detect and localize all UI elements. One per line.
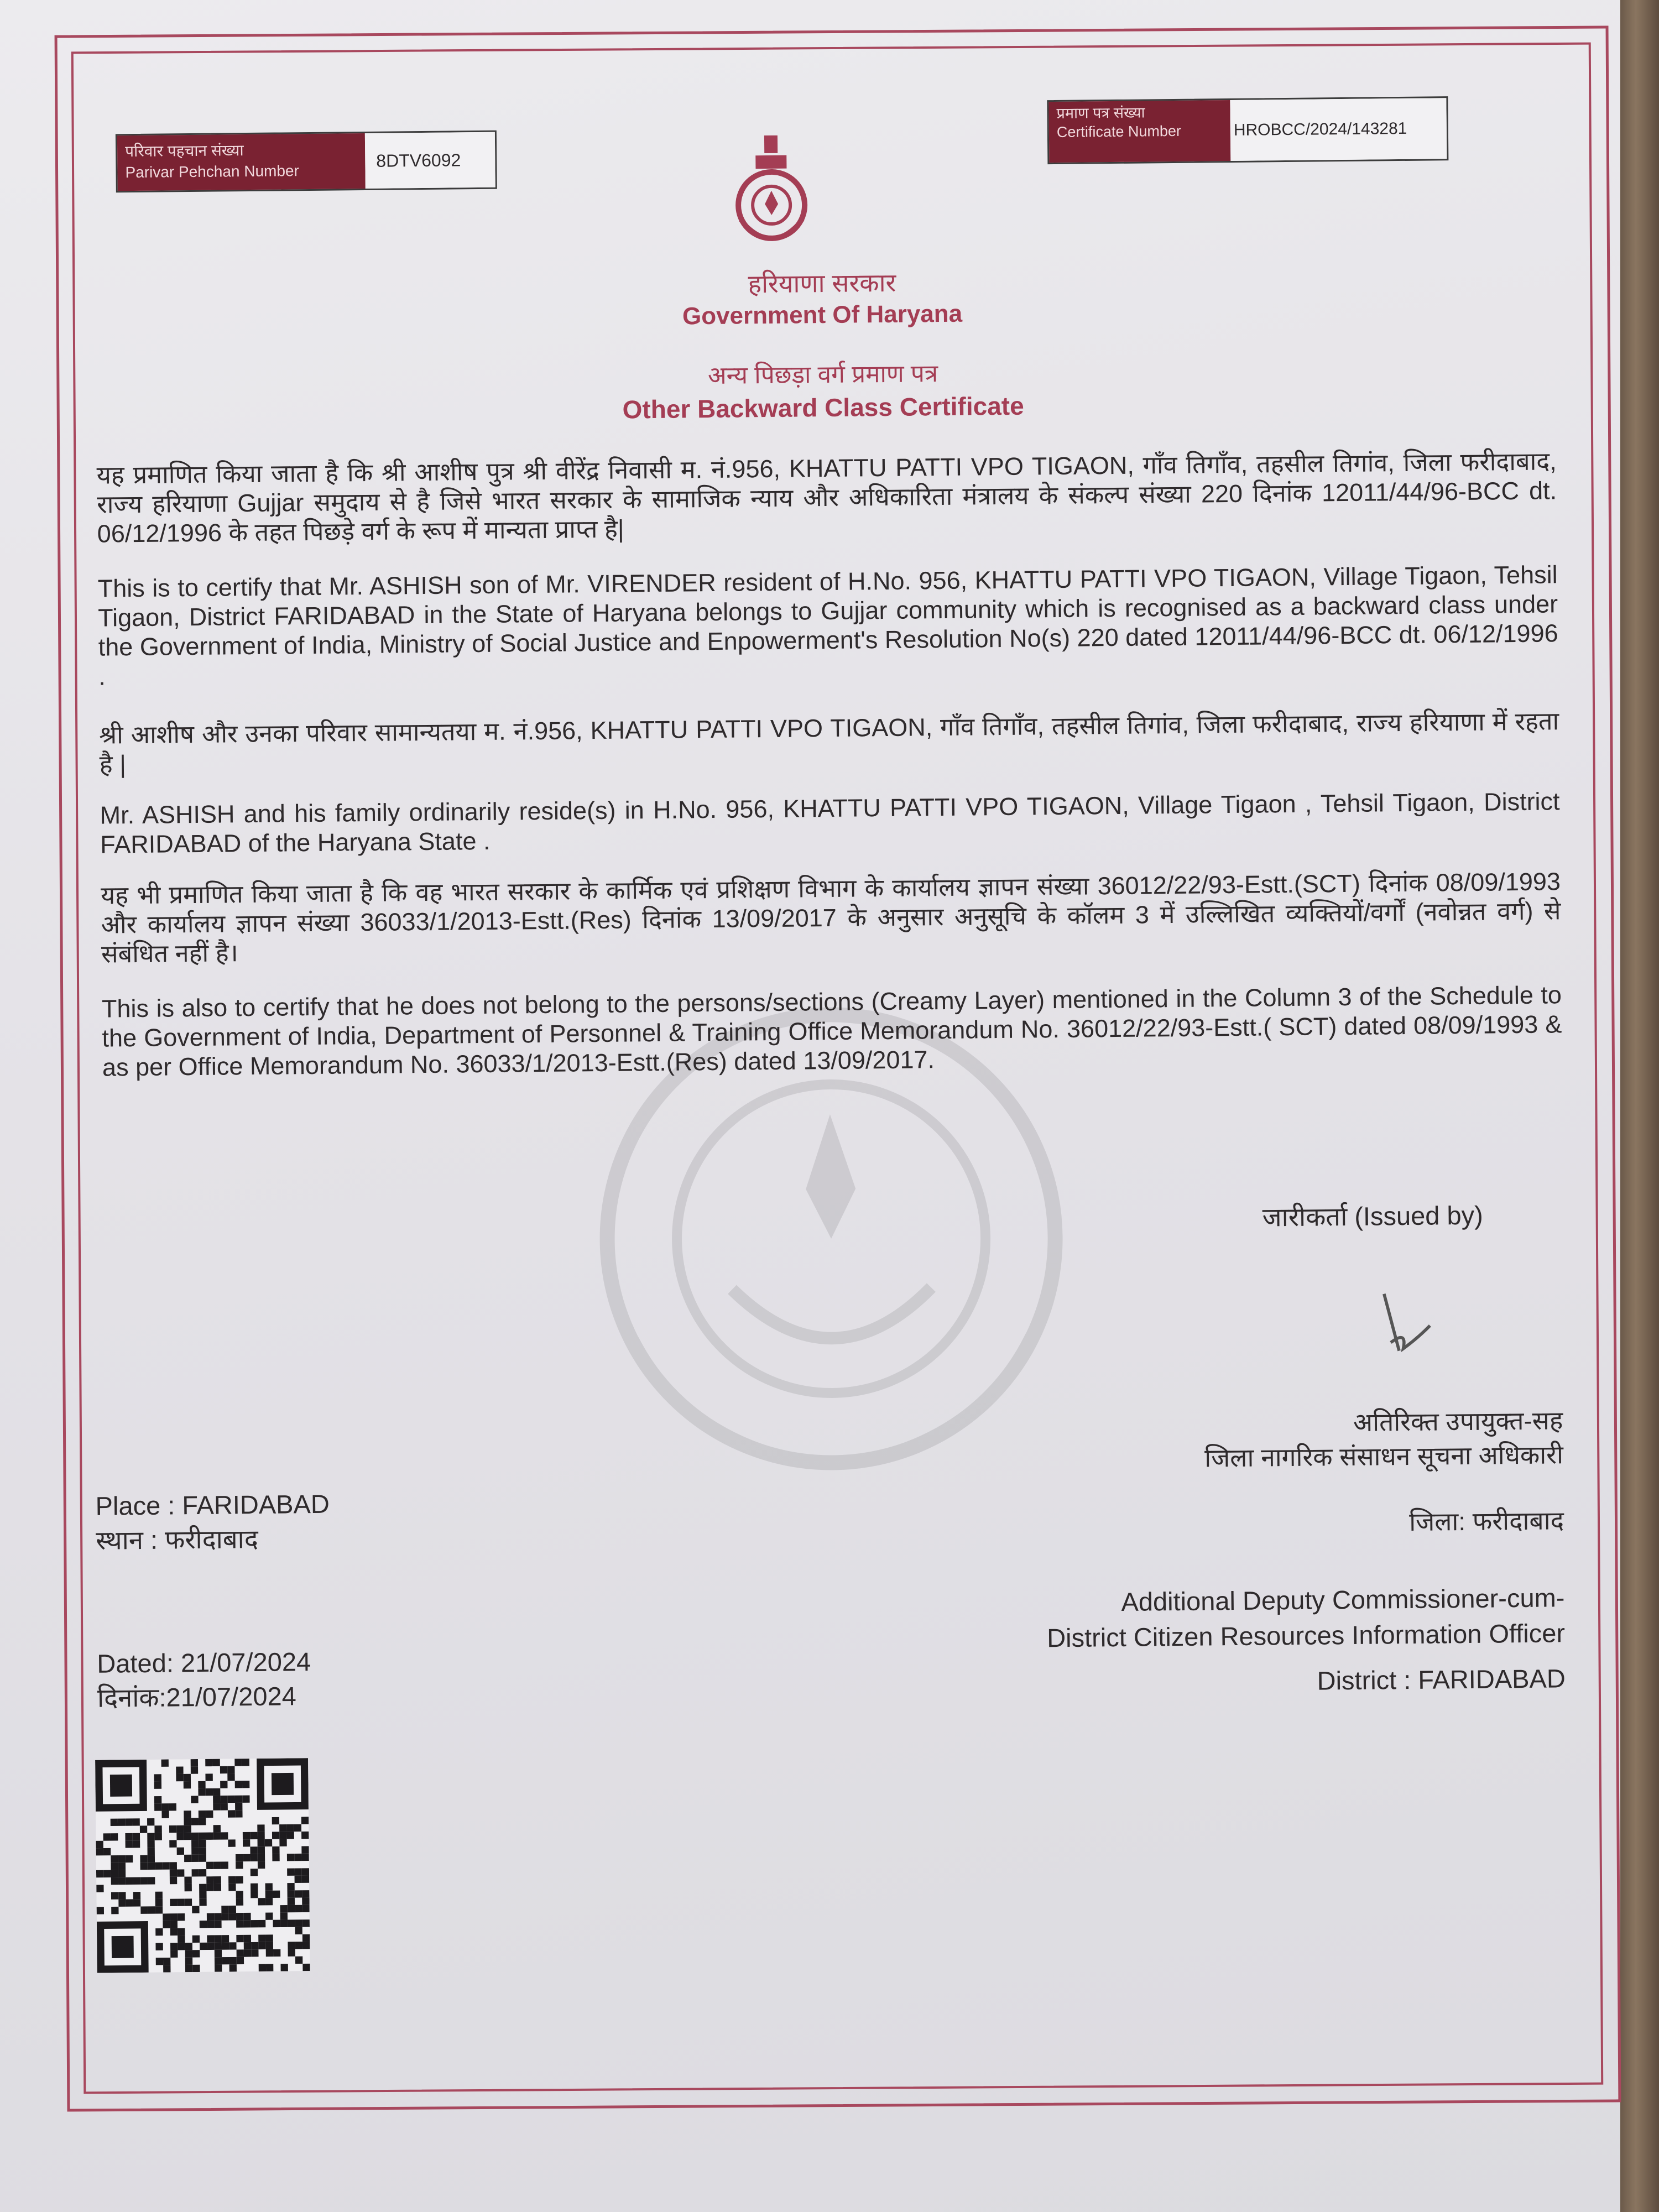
dated-block — [97, 1645, 311, 1715]
officer-hindi-line-1: अतिरिक्त उपायुक्त-सह — [1353, 1406, 1563, 1437]
govt-title-hindi: हरियाणा सरकार — [748, 268, 896, 299]
district-english: District : FARIDABAD — [1317, 1663, 1566, 1695]
haryana-emblem-icon — [716, 133, 827, 261]
district-hindi: जिला: फरीदाबाद — [1408, 1506, 1564, 1536]
officer-english-line-1: Additional Deputy Commissioner-cum- — [1121, 1583, 1565, 1616]
govt-title-english: Government Of Haryana — [682, 300, 963, 330]
paragraph-3-hindi: यह भी प्रमाणित किया जाता है कि वह भारत सरकार के कार्मिक एवं प्रशिक्षण विभाग के कार्यालय ज्ञापन संख्या 36012/22/93-Estt.(SCT) दिनांक 08/09/1993 और कार्यालय ज्ञापन संख्या 36033/1/2013-Estt.(Res) दिनांक 13/09/2017 के अनुसार अनुसूचि के कॉलम 3 में उल्लिखित व्यक्तियों/वर्गों (नवोन्नत वर्ग) से संबंधित नहीं है। — [100, 867, 1561, 968]
paragraph-2-hindi: श्री आशीष और उनका परिवार सामान्यतया म. नं.956, KHATTU PATTI VPO TIGAON, गाँव तिगाँव, तहसील तिगांव, जिला फरीदाबाद, राज्य हरियाणा में रहता है | — [99, 707, 1559, 779]
officer-designation-hindi — [1204, 1403, 1563, 1475]
place-block — [95, 1487, 330, 1558]
certificate-number-label — [1048, 100, 1230, 163]
certificate-content — [73, 43, 1585, 2081]
parivar-pehchan-label — [117, 133, 366, 191]
dated-english: Dated: 21/07/2024 — [97, 1647, 311, 1678]
certificate-number-value: HROBCC/2024/143281 — [1230, 98, 1447, 161]
place-english: Place : FARIDABAD — [95, 1489, 330, 1521]
signature-mark — [1374, 1288, 1441, 1371]
issued-by-label: जारीकर्ता (Issued by) — [1262, 1200, 1484, 1232]
paragraph-1-hindi: यह प्रमाणित किया जाता है कि श्री आशीष पुत्र श्री वीरेंद्र निवासी म. नं.956, KHATTU PATTI VPO TIGAON, गाँव तिगाँव, तहसील तिगांव, जिला फरीदाबाद, राज्य हरियाणा Gujjar समुदाय से है जिसे भारत सरकार के सामाजिक न्याय और अधिकारिता मंत्रालय के संकल्प संख्या 220 दिनांक 12011/44/96-BCC dt. 06/12/1996 के तहत पिछड़े वर्ग के रूप में मान्यता प्राप्त है| — [96, 447, 1557, 548]
officer-designation-english — [1046, 1580, 1565, 1656]
officer-english-line-2: District Citizen Resources Information Officer — [1046, 1618, 1566, 1653]
paragraph-3-english: This is also to certify that he does not belong to the persons/sections (Creamy Layer) mentioned in the Column 3 of the Schedule to the Government of India, Department of Personnel & Training Office Memorandum No. 36012/22/93-Estt.( SCT) dated 08/09/1993 & as per Office Memorandum No. 36033/1/2013-Estt.(Res) dated 13/09/2017. — [101, 980, 1562, 1082]
certificate-title-english: Other Backward Class Certificate — [622, 391, 1024, 424]
ppn-label-hindi: परिवार पहचान संख्या — [124, 142, 244, 160]
background-fabric — [1620, 0, 1659, 2212]
place-hindi: स्थान : फरीदाबाद — [95, 1524, 259, 1555]
parivar-pehchan-number-box — [116, 131, 497, 193]
certificate-title-hindi: अन्य पिछड़ा वर्ग प्रमाण पत्र — [707, 360, 938, 390]
ppn-label-english: Parivar Pehchan Number — [125, 162, 300, 181]
qr-code-icon — [95, 1758, 310, 1973]
paragraph-1-english: This is to certify that Mr. ASHISH son of Mr. VIRENDER resident of H.No. 956, KHATTU PATTI VPO TIGAON, Village Tigaon, Tehsil Tigaon, District FARIDABAD in the State of Haryana belongs to Gujjar community which is recognised as a backward class under the Government of India, Ministry of Social Justice and Enpowerment's Resolution No(s) 220 dated 12011/44/96-BCC dt. 06/12/1996 . — [97, 560, 1558, 691]
officer-hindi-line-2: जिला नागरिक संसाधन सूचना अधिकारी — [1204, 1440, 1564, 1473]
dated-hindi: दिनांक:21/07/2024 — [97, 1681, 296, 1713]
cert-label-english: Certificate Number — [1056, 122, 1182, 140]
paragraph-2-english: Mr. ASHISH and his family ordinarily reside(s) in H.No. 956, KHATTU PATTI VPO TIGAON, Village Tigaon , Tehsil Tigaon, District FARIDABAD of the Haryana State . — [100, 787, 1560, 859]
parivar-pehchan-value: 8DTV6092 — [365, 132, 495, 189]
certificate-number-box — [1047, 96, 1448, 164]
cert-label-hindi: प्रमाण पत्र संख्या — [1056, 104, 1145, 122]
